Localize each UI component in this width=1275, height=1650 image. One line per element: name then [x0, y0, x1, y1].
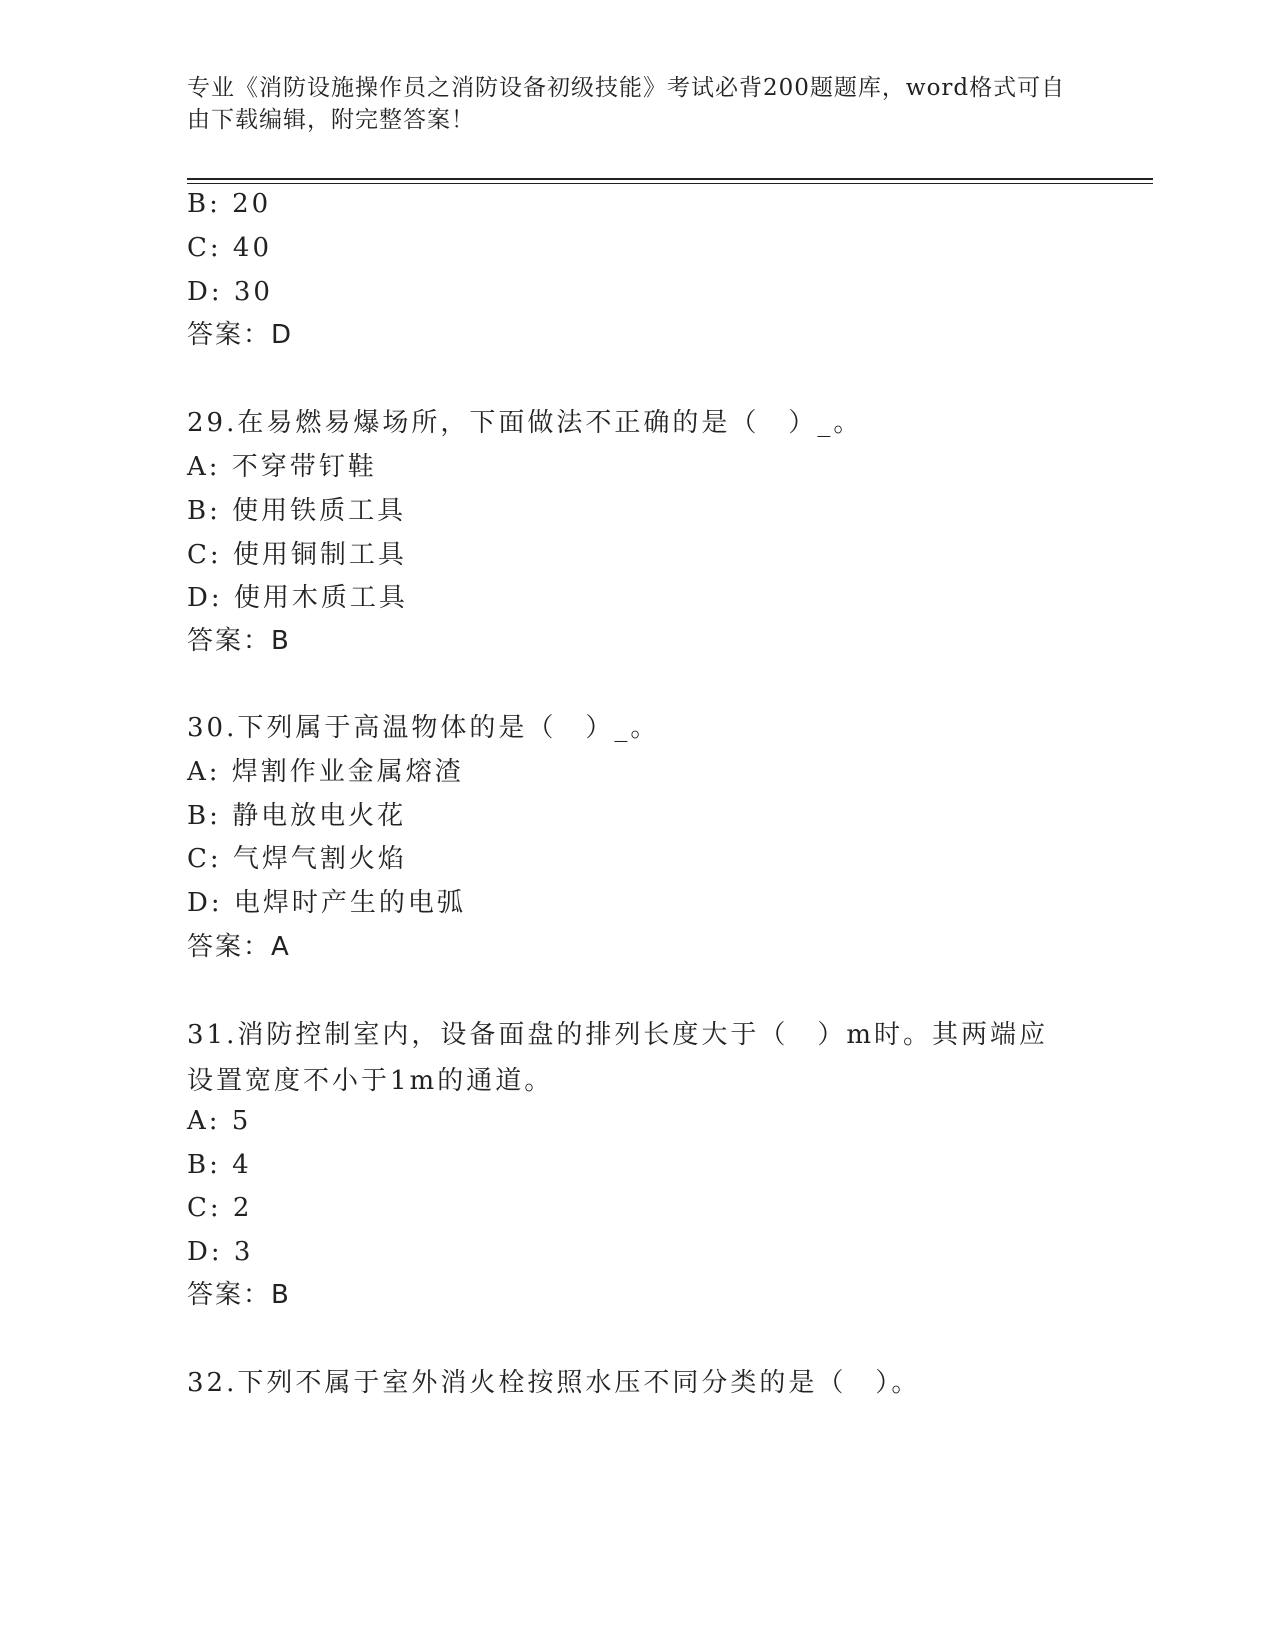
q30-option-c: C: 气焊气割火焰 — [187, 844, 407, 874]
document-header: 专业《消防设施操作员之消防设备初级技能》考试必背200题题库，word格式可自由下载编辑，附完整答案！ — [187, 75, 1066, 133]
q29-answer: 答案：B — [187, 626, 291, 656]
q29-stem: 29.在易燃易爆场所，下面做法不正确的是（ ）_。 — [187, 408, 863, 438]
q29-option-b: B: 使用铁质工具 — [187, 496, 407, 526]
q30-option-b: B: 静电放电火花 — [187, 801, 407, 831]
q31-stem: 31.消防控制室内，设备面盘的排列长度大于（ ）m时。其两端应设置宽度不小于1m的通道。 — [187, 1020, 1049, 1096]
q30-option-d: D: 电焊时产生的电弧 — [187, 888, 466, 918]
q28-option-d: D: 30 — [187, 277, 273, 307]
q30-stem: 30.下列属于高温物体的是（ ）_。 — [187, 713, 660, 743]
q32-stem: 32.下列不属于室外消火栓按照水压不同分类的是（ ）。 — [187, 1368, 921, 1398]
header-rule-thick — [187, 178, 1153, 180]
q29-option-d: D: 使用木质工具 — [187, 583, 408, 613]
q30-option-a: A: 焊割作业金属熔渣 — [187, 757, 464, 787]
q28-option-c: C: 40 — [187, 233, 273, 263]
header-rule-thin — [187, 183, 1153, 184]
q29-option-a: A: 不穿带钉鞋 — [187, 452, 377, 482]
q31-answer: 答案：B — [187, 1280, 291, 1310]
q31-option-b: B: 4 — [187, 1150, 252, 1180]
q31-option-d: D: 3 — [187, 1237, 254, 1267]
q31-option-c: C: 2 — [187, 1193, 253, 1223]
q30-answer: 答案：A — [187, 932, 291, 962]
q29-option-c: C: 使用铜制工具 — [187, 540, 407, 570]
q28-option-b: B: 20 — [187, 189, 272, 219]
q31-option-a: A: 5 — [187, 1106, 252, 1136]
q28-answer: 答案：D — [187, 320, 294, 350]
